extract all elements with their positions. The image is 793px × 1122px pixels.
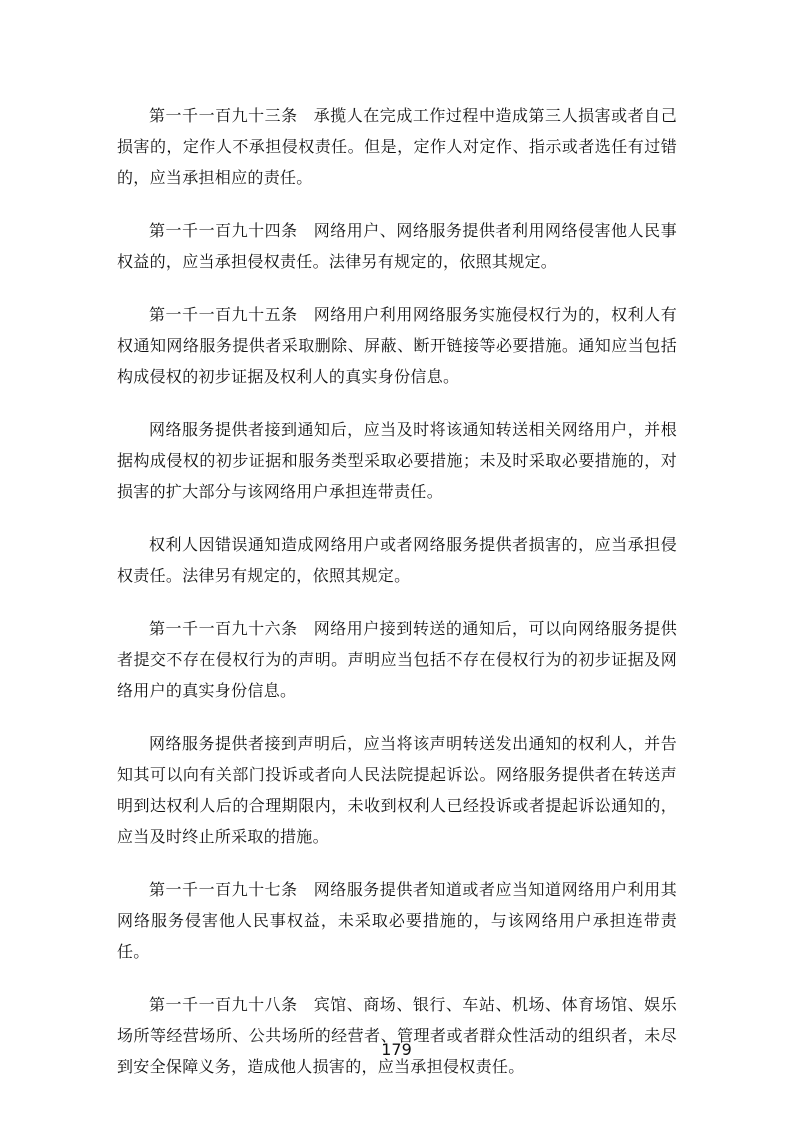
article-text: 网络服务提供者知道或者应当知道网络用户利用其网络服务侵害他人民事权益，未采取必要措施的，与该网络用户承担连带责任。 [117, 880, 678, 961]
article-text: 网络用户利用网络服务实施侵权行为的，权利人有权通知网络服务提供者采取删除、屏蔽、断开链接等必要措施。通知应当包括构成侵权的初步证据及权利人的真实身份信息。 [117, 305, 678, 386]
paragraph-article-1198 [117, 989, 677, 1082]
paragraph-article-1197 [117, 874, 677, 967]
article-text: 宾馆、商场、银行、车站、机场、体育场馆、娱乐场所等经营场所、公共场所的经营者、管理者或者群众性活动的组织者，未尽到安全保障义务，造成他人损害的，应当承担侵权责任。 [117, 995, 678, 1076]
article-number: 第一千一百九十六条 [149, 619, 298, 638]
article-text: 承揽人在完成工作过程中造成第三人损害或者自己损害的，定作人不承担侵权责任。但是，定作人对定作、指示或者选任有过错的，应当承担相应的责任。 [117, 106, 678, 187]
paragraph-article-1193 [117, 100, 677, 193]
article-text: 网络服务提供者接到通知后，应当及时将该通知转送相关网络用户，并根据构成侵权的初步证据和服务类型采取必要措施；未及时采取必要措施的，对损害的扩大部分与该网络用户承担连带责任。 [117, 420, 677, 501]
document-page [117, 100, 677, 1104]
paragraph-article-1195 [117, 299, 677, 392]
page-number: 179 [381, 1040, 412, 1059]
article-number: 第一千一百九十五条 [149, 305, 298, 324]
paragraph-article-1196-clause-2 [117, 728, 677, 852]
article-number: 第一千一百九十三条 [149, 106, 298, 125]
article-number: 第一千一百九十七条 [149, 880, 298, 899]
paragraph-article-1195-clause-3 [117, 529, 677, 591]
paragraph-article-1194 [117, 215, 677, 277]
article-text: 网络服务提供者接到声明后，应当将该声明转送发出通知的权利人，并告知其可以向有关部门投诉或者向人民法院提起诉讼。网络服务提供者在转送声明到达权利人后的合理期限内，未收到权利人已经投诉或者提起诉讼通知的，应当及时终止所采取的措施。 [117, 734, 677, 846]
article-number: 第一千一百九十四条 [149, 221, 298, 240]
paragraph-article-1196 [117, 613, 677, 706]
article-number: 第一千一百九十八条 [149, 995, 298, 1014]
article-text: 网络用户接到转送的通知后，可以向网络服务提供者提交不存在侵权行为的声明。声明应当包括不存在侵权行为的初步证据及网络用户的真实身份信息。 [117, 619, 678, 700]
article-text: 网络用户、网络服务提供者利用网络侵害他人民事权益的，应当承担侵权责任。法律另有规定的，依照其规定。 [117, 221, 678, 271]
article-text: 权利人因错误通知造成网络用户或者网络服务提供者损害的，应当承担侵权责任。法律另有规定的，依照其规定。 [117, 535, 677, 585]
paragraph-article-1195-clause-2 [117, 414, 677, 507]
